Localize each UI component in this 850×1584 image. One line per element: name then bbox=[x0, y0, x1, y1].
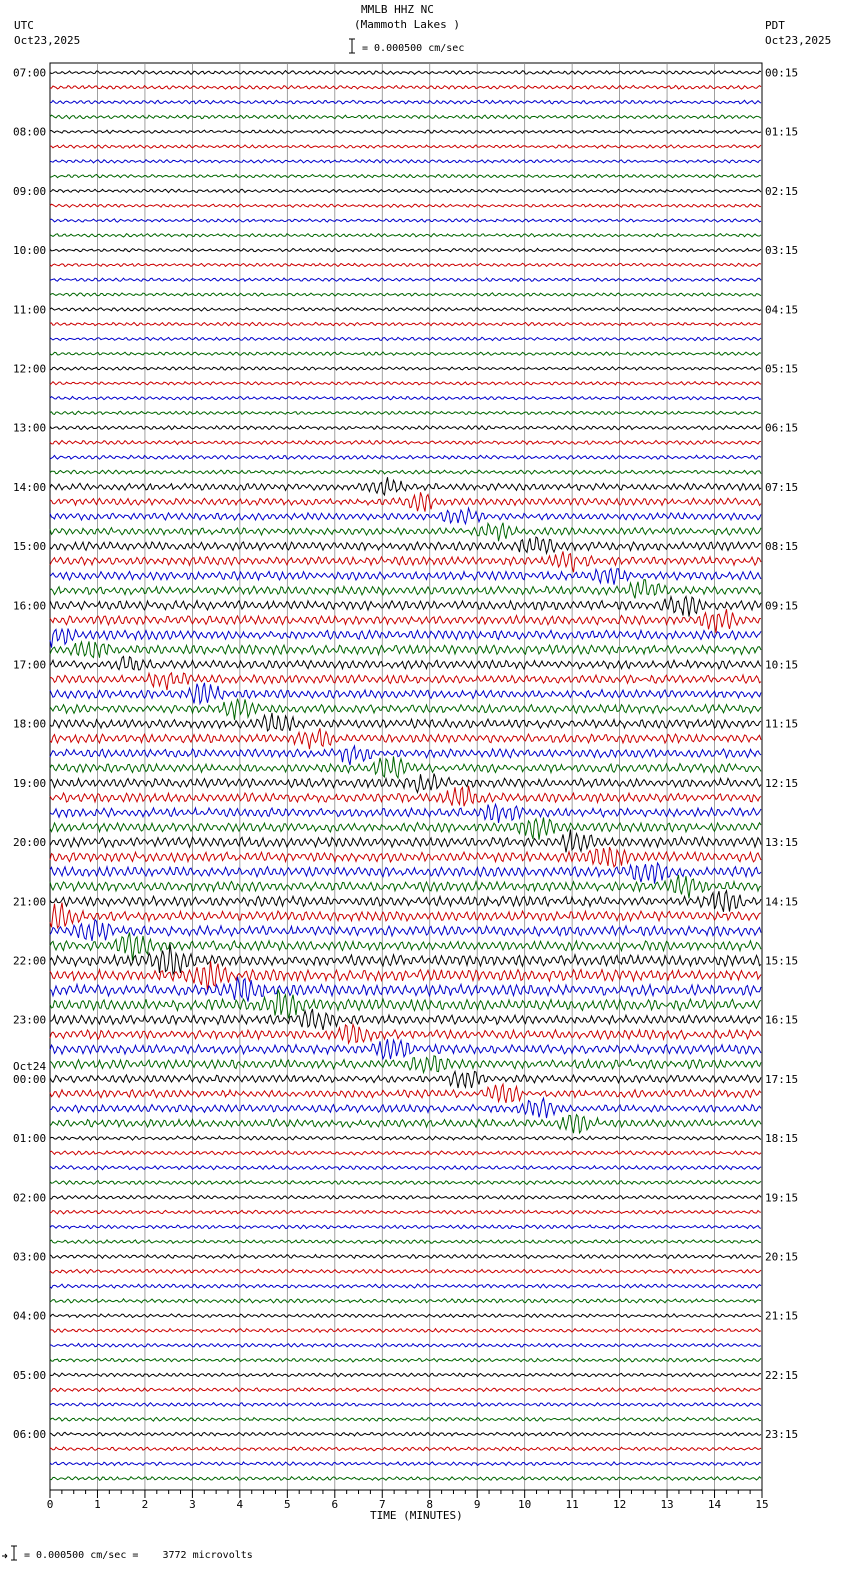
trace-row bbox=[50, 130, 761, 133]
utc-hour-label: 04:00 bbox=[13, 1309, 47, 1323]
trace-row bbox=[50, 863, 761, 884]
pdt-hour-label: 07:15 bbox=[765, 480, 799, 494]
x-tick-label: 6 bbox=[331, 1498, 339, 1511]
trace-row bbox=[50, 1403, 761, 1407]
utc-hour-label: 23:00 bbox=[13, 1013, 47, 1027]
utc-hour-label: 20:00 bbox=[13, 836, 47, 850]
trace-row bbox=[50, 382, 761, 385]
trace-row bbox=[50, 629, 761, 648]
station-title: MMLB HHZ NC bbox=[361, 3, 434, 16]
pdt-hour-label: 18:15 bbox=[765, 1132, 799, 1146]
trace-row bbox=[50, 71, 761, 75]
trace-row bbox=[50, 100, 761, 104]
left-date: Oct23,2025 bbox=[14, 34, 81, 47]
trace-row bbox=[50, 322, 761, 325]
right-timezone: PDT bbox=[765, 19, 785, 32]
trace-row bbox=[50, 455, 761, 459]
pdt-hour-label: 19:15 bbox=[765, 1191, 799, 1205]
x-tick-label: 7 bbox=[378, 1498, 386, 1511]
trace-row bbox=[50, 145, 761, 148]
trace-row bbox=[50, 774, 761, 793]
footer-scale-note: = 0.000500 cm/sec = 3772 microvolts bbox=[24, 1550, 253, 1561]
trace-row bbox=[50, 396, 761, 399]
trace-row bbox=[50, 426, 761, 430]
trace-row bbox=[50, 1329, 761, 1333]
location-title: (Mammoth Lakes ) bbox=[354, 18, 460, 31]
trace-row bbox=[50, 830, 761, 853]
trace-row bbox=[50, 352, 761, 355]
pdt-hour-label: 02:15 bbox=[765, 184, 799, 198]
pdt-hour-label: 08:15 bbox=[765, 540, 799, 554]
trace-row bbox=[50, 1240, 761, 1244]
trace-row bbox=[50, 278, 761, 281]
pdt-hour-label: 13:15 bbox=[765, 836, 799, 850]
x-tick-label: 11 bbox=[565, 1498, 579, 1511]
trace-row bbox=[50, 440, 761, 444]
trace-row bbox=[50, 804, 761, 823]
trace-row bbox=[50, 1136, 761, 1140]
trace-row bbox=[50, 263, 761, 266]
pdt-hour-label: 04:15 bbox=[765, 303, 799, 317]
x-tick-label: 13 bbox=[660, 1498, 674, 1511]
trace-row bbox=[50, 1343, 761, 1347]
trace-row bbox=[50, 683, 761, 704]
utc-hour-label: 13:00 bbox=[13, 421, 47, 435]
trace-row bbox=[50, 1255, 761, 1259]
trace-row bbox=[50, 1098, 761, 1118]
pdt-hour-label: 16:15 bbox=[765, 1013, 799, 1027]
trace-row bbox=[50, 174, 761, 177]
trace-row bbox=[50, 1358, 761, 1362]
trace-row bbox=[50, 293, 761, 296]
trace-row bbox=[50, 470, 761, 474]
trace-row bbox=[50, 1115, 761, 1134]
trace-row bbox=[50, 337, 761, 340]
trace-row bbox=[50, 891, 761, 912]
trace-row bbox=[50, 1314, 761, 1318]
trace-row bbox=[50, 160, 761, 163]
trace-row bbox=[50, 609, 761, 633]
utc-hour-label: 15:00 bbox=[13, 540, 47, 554]
x-tick-label: 8 bbox=[426, 1498, 434, 1511]
trace-row bbox=[50, 204, 761, 207]
trace-row bbox=[50, 551, 761, 572]
trace-row bbox=[50, 189, 761, 192]
pdt-hour-label: 20:15 bbox=[765, 1250, 799, 1264]
trace-row bbox=[50, 786, 761, 806]
utc-hour-label: 08:00 bbox=[13, 125, 47, 139]
trace-row bbox=[50, 115, 761, 119]
trace-row bbox=[50, 85, 761, 89]
x-tick-label: 5 bbox=[284, 1498, 291, 1511]
pdt-hour-label: 17:15 bbox=[765, 1072, 799, 1086]
utc-hour-label: 02:00 bbox=[13, 1191, 47, 1205]
trace-row bbox=[50, 1071, 761, 1088]
trace-row bbox=[50, 817, 761, 839]
trace-row bbox=[50, 673, 761, 690]
trace-row bbox=[50, 728, 761, 749]
utc-hour-label: 18:00 bbox=[13, 717, 47, 731]
trace-row bbox=[50, 713, 761, 731]
utc-hour-label: 14:00 bbox=[13, 480, 47, 494]
utc-hour-label: 16:00 bbox=[13, 599, 47, 613]
trace-row bbox=[50, 1195, 761, 1199]
utc-hour-label: 06:00 bbox=[13, 1428, 47, 1442]
trace-row bbox=[50, 1210, 761, 1214]
trace-row bbox=[50, 248, 761, 251]
utc-hour-label: 09:00 bbox=[13, 184, 47, 198]
pdt-hour-label: 05:15 bbox=[765, 362, 799, 376]
trace-row bbox=[50, 1462, 761, 1466]
trace-row bbox=[50, 1084, 761, 1103]
trace-row bbox=[50, 977, 761, 1002]
trace-row bbox=[50, 596, 761, 616]
pdt-hour-label: 09:15 bbox=[765, 599, 799, 613]
trace-row bbox=[50, 219, 761, 222]
pdt-hour-label: 06:15 bbox=[765, 421, 799, 435]
trace-row bbox=[50, 1056, 761, 1073]
x-tick-label: 15 bbox=[755, 1498, 769, 1511]
utc-hour-label: 12:00 bbox=[13, 362, 47, 376]
trace-row bbox=[50, 1225, 761, 1229]
trace-row bbox=[50, 1447, 761, 1451]
trace-row bbox=[50, 920, 761, 941]
trace-row bbox=[50, 1269, 761, 1273]
trace-row bbox=[50, 1180, 761, 1184]
trace-row bbox=[50, 1299, 761, 1303]
utc-hour-label: 19:00 bbox=[13, 776, 47, 790]
trace-row bbox=[50, 1388, 761, 1392]
trace-row bbox=[50, 746, 761, 765]
pdt-hour-label: 23:15 bbox=[765, 1428, 799, 1442]
trace-row bbox=[50, 1417, 761, 1421]
plot-frame bbox=[50, 63, 762, 1490]
pdt-hour-label: 10:15 bbox=[765, 658, 799, 672]
trace-row bbox=[50, 367, 761, 370]
trace-row bbox=[50, 1166, 761, 1170]
x-tick-label: 10 bbox=[518, 1498, 532, 1511]
utc-hour-label: 10:00 bbox=[13, 244, 47, 258]
x-axis-label: TIME (MINUTES) bbox=[370, 1509, 463, 1522]
trace-row bbox=[50, 508, 761, 524]
utc-hour-label: 22:00 bbox=[13, 954, 47, 968]
trace-row bbox=[50, 656, 761, 669]
date-change-label: Oct24 bbox=[13, 1059, 47, 1073]
pdt-hour-label: 14:15 bbox=[765, 895, 799, 909]
trace-row bbox=[50, 641, 761, 657]
trace-row bbox=[50, 1373, 761, 1377]
trace-row bbox=[50, 847, 761, 867]
pdt-hour-label: 22:15 bbox=[765, 1368, 799, 1382]
utc-hour-label: 01:00 bbox=[13, 1132, 47, 1146]
x-tick-label: 12 bbox=[612, 1498, 627, 1511]
trace-row bbox=[50, 1009, 761, 1030]
trace-row bbox=[50, 903, 761, 928]
pdt-hour-label: 15:15 bbox=[765, 954, 799, 968]
left-timezone: UTC bbox=[14, 19, 34, 32]
trace-row bbox=[50, 569, 761, 585]
utc-hour-label: 21:00 bbox=[13, 895, 47, 909]
trace-row bbox=[50, 537, 761, 553]
trace-row bbox=[50, 477, 761, 495]
pdt-hour-label: 11:15 bbox=[765, 717, 799, 731]
x-tick-label: 0 bbox=[46, 1498, 54, 1511]
trace-row bbox=[50, 234, 761, 237]
trace-row bbox=[50, 492, 761, 511]
pdt-hour-label: 01:15 bbox=[765, 125, 799, 139]
trace-row bbox=[50, 1432, 761, 1436]
utc-hour-label: 00:00 bbox=[13, 1072, 47, 1086]
pdt-hour-label: 12:15 bbox=[765, 776, 799, 790]
trace-row bbox=[50, 411, 761, 414]
trace-row bbox=[50, 756, 761, 777]
utc-hour-label: 17:00 bbox=[13, 658, 47, 672]
utc-hour-label: 07:00 bbox=[13, 66, 47, 80]
pdt-hour-label: 21:15 bbox=[765, 1309, 799, 1323]
x-tick-label: 9 bbox=[473, 1498, 481, 1511]
scale-text: = 0.000500 cm/sec bbox=[362, 43, 465, 54]
trace-row bbox=[50, 1284, 761, 1288]
trace-row bbox=[50, 523, 761, 541]
trace-row bbox=[50, 1151, 761, 1155]
trace-row bbox=[50, 308, 761, 311]
x-tick-label: 2 bbox=[141, 1498, 149, 1511]
utc-hour-label: 11:00 bbox=[13, 303, 47, 317]
trace-row bbox=[50, 1477, 761, 1481]
x-tick-label: 3 bbox=[189, 1498, 196, 1511]
utc-hour-label: 03:00 bbox=[13, 1250, 47, 1264]
trace-row bbox=[50, 1039, 761, 1059]
trace-row bbox=[50, 1024, 761, 1043]
pdt-hour-label: 03:15 bbox=[765, 244, 799, 258]
trace-row bbox=[50, 580, 761, 599]
trace-row bbox=[50, 699, 761, 720]
x-tick-label: 14 bbox=[707, 1498, 722, 1511]
x-tick-label: 4 bbox=[236, 1498, 244, 1511]
trace-row bbox=[50, 989, 761, 1018]
pdt-hour-label: 00:15 bbox=[765, 66, 799, 80]
utc-hour-label: 05:00 bbox=[13, 1368, 47, 1382]
right-date: Oct23,2025 bbox=[765, 34, 832, 47]
x-tick-label: 1 bbox=[94, 1498, 101, 1511]
